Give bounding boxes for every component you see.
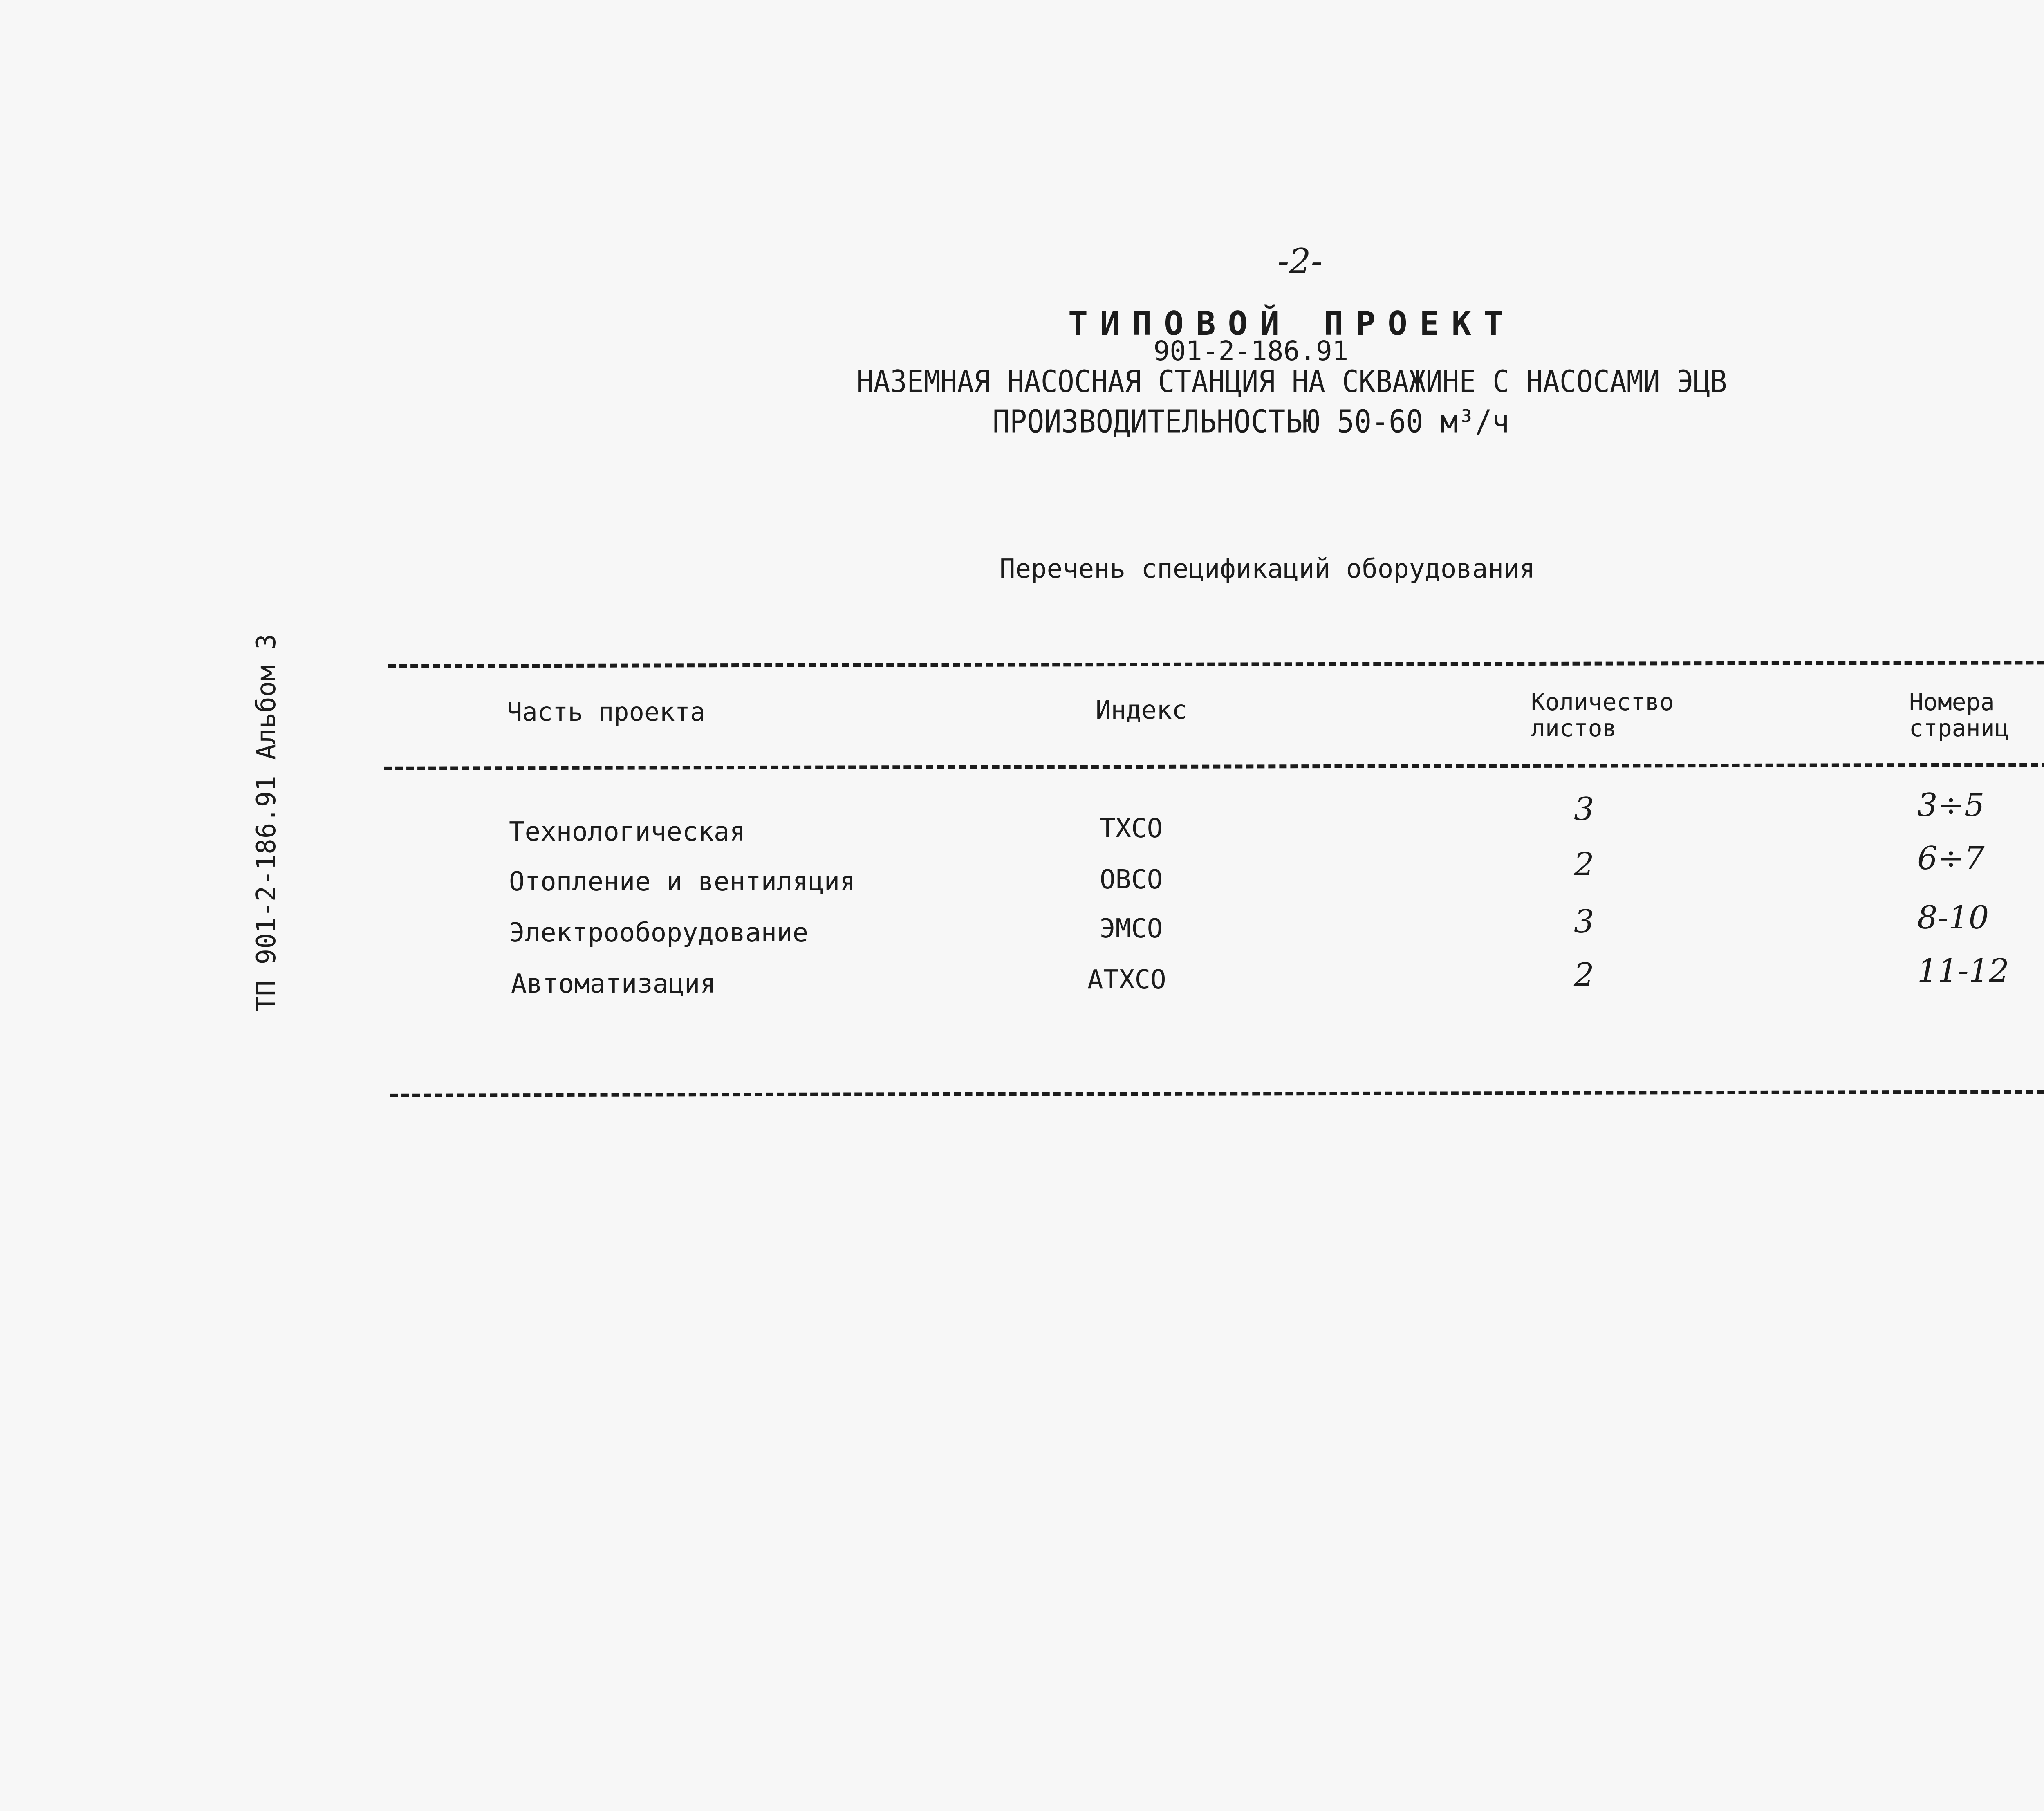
pages-cell: 6÷7: [1917, 840, 1985, 877]
index-cell: АТХСО: [1087, 965, 1166, 995]
column-header-index: Индекс: [1096, 695, 1187, 725]
index-cell: ОВСО: [1100, 865, 1163, 895]
project-name: НАЗЕМНАЯ НАСОСНАЯ СТАНЦИЯ НА СКВАЖИНЕ С НАСОСАМИ ЭЦВ: [856, 364, 1727, 400]
pages-cell: 3÷5: [1917, 787, 1985, 824]
index-cell: ТХСО: [1100, 814, 1163, 844]
project-number: 901-2-186.91: [1153, 335, 1349, 367]
sheets-cell: 2: [1574, 846, 1594, 883]
index-cell: ЭМСО: [1100, 914, 1163, 944]
sheets-cell: 3: [1574, 903, 1594, 940]
table-top-rule: [388, 660, 2044, 668]
sheets-cell: 2: [1574, 957, 1594, 993]
part-cell: Отопление и вентиляция: [509, 867, 856, 897]
document-subtitle: Перечень спецификаций оборудования: [999, 554, 1535, 584]
table-header-rule: [384, 762, 2044, 770]
project-capacity: ПРОИЗВОДИТЕЛЬНОСТЬЮ 50-60 м³/ч: [992, 403, 1510, 440]
pages-cell: 11-12: [1917, 953, 2009, 989]
pages-cell: 8-10: [1917, 899, 1989, 936]
side-label: ТП 901-2-186.91 Альбом 3: [251, 634, 282, 1012]
column-header-part: Часть проекта: [507, 697, 706, 727]
title-type: ТИПОВОЙ ПРОЕКТ: [1068, 305, 1516, 343]
page-number: -2-: [1277, 241, 1323, 281]
column-header-pages: Номера страниц: [1909, 688, 2009, 742]
column-header-sheets: Количество листов: [1531, 688, 1674, 742]
part-cell: Автоматизация: [511, 969, 716, 999]
part-cell: Электрооборудование: [509, 918, 809, 948]
sheets-cell: 3: [1574, 791, 1594, 828]
table-bottom-rule: [390, 1089, 2044, 1097]
part-cell: Технологическая: [509, 817, 745, 847]
